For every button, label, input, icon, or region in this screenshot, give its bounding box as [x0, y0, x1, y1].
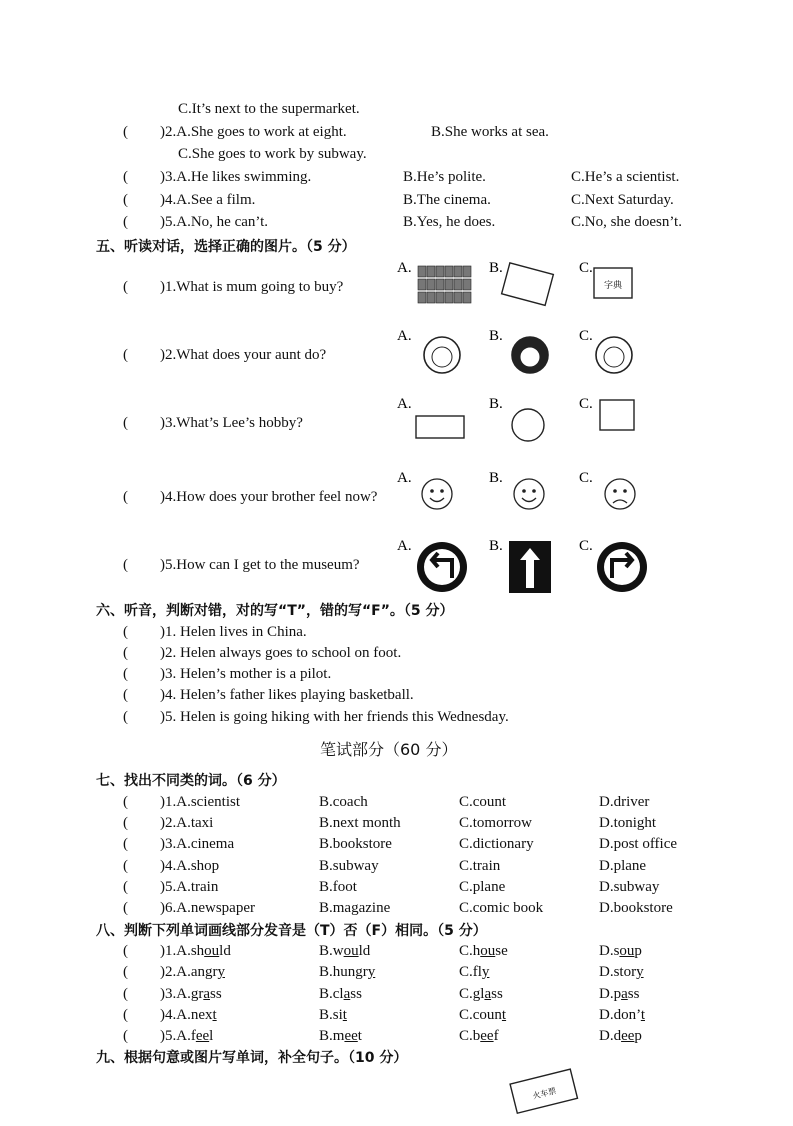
s7-option: D.tonight: [599, 815, 657, 831]
s7-option: B.foot: [319, 879, 357, 895]
paren: (: [123, 214, 128, 230]
painting-icon: [600, 400, 634, 430]
word-part: D.don’: [599, 1007, 641, 1023]
word-part: C.coun: [459, 1007, 502, 1023]
word-part: C.h: [459, 943, 481, 959]
paren: (: [123, 1007, 128, 1023]
underlined-part: ee: [195, 1028, 210, 1044]
magazine-icon: [463, 266, 471, 277]
s6-item: )1. Helen lives in China.: [160, 624, 307, 640]
underlined-part: a: [343, 986, 351, 1002]
pic-label: C.: [579, 538, 593, 554]
word-part: ss: [491, 986, 503, 1002]
paren: (: [123, 415, 128, 431]
paren: (: [123, 858, 128, 874]
s5-question: )5.How can I get to the museum?: [160, 557, 360, 573]
underlined-part: y: [636, 964, 644, 980]
s7-option: )6.A.newspaper: [160, 900, 255, 916]
paren: (: [123, 124, 128, 140]
underlined-part: a: [621, 986, 628, 1002]
pic-label: A.: [397, 396, 412, 412]
word-part: )4.A.nex: [160, 1007, 213, 1023]
s7-option: D.plane: [599, 858, 647, 874]
magazine-icon: [436, 279, 444, 290]
s4-opt-c: C.Next Saturday.: [571, 192, 674, 208]
word-part: p: [634, 1028, 642, 1044]
magazine-icon: [418, 266, 426, 277]
paren: (: [123, 279, 128, 295]
dancing-icon: [512, 409, 544, 441]
word-part: D.p: [599, 986, 622, 1002]
s6-item: )3. Helen’s mother is a pilot.: [160, 666, 332, 682]
magazine-icon: [454, 266, 462, 277]
underlined-part: ee: [621, 1028, 635, 1044]
paren: (: [123, 192, 128, 208]
dictionary-label: 字典: [603, 281, 623, 291]
s7-option: C.count: [459, 794, 507, 810]
pic-label: C.: [579, 260, 593, 276]
underlined-part: ee: [344, 1028, 358, 1044]
s4-opt-a: )5.A.No, he can’t.: [160, 214, 269, 230]
s6-item: )2. Helen always goes to school on foot.: [160, 645, 402, 661]
s8-title: 八、判断下列单词画线部分发音是（T）否（F）相同。（5 分）: [96, 923, 487, 939]
s4-opt-b: B.The cinema.: [403, 192, 491, 208]
paren: (: [123, 836, 128, 852]
paren: (: [123, 794, 128, 810]
word-part: ld: [219, 943, 231, 959]
word-part: p: [634, 943, 642, 959]
magazine-icon: [454, 279, 462, 290]
underlined-part: ou: [204, 943, 220, 959]
pic-label: A.: [397, 260, 412, 276]
magazine-icon: [436, 266, 444, 277]
underlined-part: a: [484, 986, 492, 1002]
s6-item: )4. Helen’s father likes playing basketball.: [160, 687, 414, 703]
underlined-part: ee: [480, 1028, 494, 1044]
pic-label: C.: [579, 396, 593, 412]
paren: (: [123, 687, 128, 703]
s4-opt-c: C.He’s a scientist.: [571, 169, 680, 185]
magazine-icon: [436, 292, 444, 303]
underlined-part: t: [342, 1007, 347, 1023]
s5-question: )3.What’s Lee’s hobby?: [160, 415, 303, 431]
happy-face-icon: [422, 479, 452, 509]
s4-opt-a: )4.A.See a film.: [160, 192, 256, 208]
word-part: t: [357, 1028, 362, 1044]
magazine-icon: [427, 292, 435, 303]
paren: (: [123, 900, 128, 916]
smile-face-icon: [514, 479, 544, 509]
q2-c: C.She goes to work by subway.: [178, 146, 367, 162]
word-part: C.b: [459, 1028, 481, 1044]
pic-label: B.: [489, 538, 503, 554]
q2-b: B.She works at sea.: [431, 124, 549, 140]
s7-option: B.coach: [319, 794, 368, 810]
written-title: 笔试部分（60 分）: [320, 740, 458, 759]
word-part: )1.A.sh: [160, 943, 205, 959]
s4-opt-b: B.Yes, he does.: [403, 214, 496, 230]
word-part: D.s: [599, 943, 620, 959]
s7-option: )4.A.shop: [160, 858, 220, 874]
s5-question: )1.What is mum going to buy?: [160, 279, 344, 295]
s6-item: )5. Helen is going hiking with her friends this Wednesday.: [160, 709, 509, 725]
word-part: B.cl: [319, 986, 344, 1002]
s7-option: D.post office: [599, 836, 678, 852]
word-part: ss: [350, 986, 362, 1002]
pic-label: A.: [397, 538, 412, 554]
pic-label: C.: [579, 328, 593, 344]
magazine-icon: [445, 266, 453, 277]
word-part: se: [495, 943, 508, 959]
s4-opt-b: B.He’s polite.: [403, 169, 486, 185]
s7-option: B.next month: [319, 815, 401, 831]
word-part: f: [493, 1028, 499, 1044]
s5-title: 五、听读对话，选择正确的图片。（5 分）: [96, 239, 356, 255]
pic-label: B.: [489, 328, 503, 344]
paren: (: [123, 645, 128, 661]
paren: (: [123, 347, 128, 363]
s5-question: )2.What does your aunt do?: [160, 347, 327, 363]
paren: (: [123, 169, 128, 185]
magazine-icon: [463, 279, 471, 290]
s4-opt-c: C.No, she doesn’t.: [571, 214, 682, 230]
magazine-icon: [445, 292, 453, 303]
word-part: ld: [358, 943, 371, 959]
newspaper-icon: [502, 263, 554, 306]
paren: (: [123, 943, 128, 959]
s4-tail: C.It’s next to the supermarket.: [178, 101, 360, 117]
underlined-part: ou: [480, 943, 496, 959]
word-part: ss: [627, 986, 640, 1002]
paren: (: [123, 489, 128, 505]
s7-option: )2.A.taxi: [160, 815, 214, 831]
paren: (: [123, 815, 128, 831]
underlined-part: y: [217, 964, 225, 980]
word-part: C.fl: [459, 964, 482, 980]
s9-title: 九、根据句意或图片写单词，补全句子。（10 分）: [96, 1050, 408, 1066]
underlined-part: t: [212, 1007, 217, 1023]
pic-label: B.: [489, 396, 503, 412]
word-part: B.hungr: [319, 964, 368, 980]
paren: (: [123, 986, 128, 1002]
paren: (: [123, 666, 128, 682]
word-part: l: [209, 1028, 214, 1044]
magazine-icon: [445, 279, 453, 290]
s4-opt-a: )3.A.He likes swimming.: [160, 169, 312, 185]
s7-option: D.driver: [599, 794, 650, 810]
underlined-part: t: [501, 1007, 507, 1023]
magazine-icon: [427, 279, 435, 290]
s7-option: )5.A.train: [160, 879, 219, 895]
underlined-part: y: [481, 964, 490, 980]
paren: (: [123, 879, 128, 895]
word-part: )5.A.f: [160, 1028, 196, 1044]
paren: (: [123, 557, 128, 573]
s5-question: )4.How does your brother feel now?: [160, 489, 378, 505]
word-part: )3.A.gr: [160, 986, 204, 1002]
ticket-text: 火车票: [531, 1086, 558, 1101]
word-part: C.gl: [459, 986, 485, 1002]
s7-option: C.train: [459, 858, 501, 874]
s7-option: )3.A.cinema: [160, 836, 235, 852]
pic-label: C.: [579, 470, 593, 486]
s7-option: )1.A.scientist: [160, 794, 240, 810]
s7-option: B.subway: [319, 858, 379, 874]
pic-label: B.: [489, 260, 503, 276]
magazine-icon: [418, 292, 426, 303]
underlined-part: a: [203, 986, 210, 1002]
word-part: D.stor: [599, 964, 637, 980]
word-part: B.si: [319, 1007, 343, 1023]
s7-option: D.bookstore: [599, 900, 673, 916]
sad-face-icon: [605, 479, 635, 509]
word-part: D.d: [599, 1028, 622, 1044]
s7-option: B.magazine: [319, 900, 391, 916]
s7-option: C.comic book: [459, 900, 544, 916]
s7-title: 七、找出不同类的词。（6 分）: [96, 773, 286, 789]
paren: (: [123, 964, 128, 980]
magazine-icon: [463, 292, 471, 303]
word-part: )2.A.angr: [160, 964, 218, 980]
paren: (: [123, 709, 128, 725]
word-part: B.m: [319, 1028, 345, 1044]
pic-label: B.: [489, 470, 503, 486]
s7-option: D.subway: [599, 879, 660, 895]
underlined-part: ou: [619, 943, 635, 959]
underlined-part: y: [367, 964, 376, 980]
s7-option: C.tomorrow: [459, 815, 532, 831]
paren: (: [123, 624, 128, 640]
magazine-icon: [427, 266, 435, 277]
sleeping-icon: [416, 416, 464, 438]
underlined-part: ou: [343, 943, 359, 959]
word-part: ss: [210, 986, 222, 1002]
s7-option: C.plane: [459, 879, 506, 895]
pic-label: A.: [397, 470, 412, 486]
pic-label: A.: [397, 328, 412, 344]
s7-option: B.bookstore: [319, 836, 392, 852]
underlined-part: t: [640, 1007, 645, 1023]
word-part: B.w: [319, 943, 344, 959]
s7-option: C.dictionary: [459, 836, 534, 852]
magazine-icon: [418, 279, 426, 290]
paren: (: [123, 1028, 128, 1044]
s6-title: 六、听音，判断对错，对的写“T”，错的写“F”。（5 分）: [96, 603, 454, 619]
magazine-icon: [454, 292, 462, 303]
q2-a: )2.A.She goes to work at eight.: [160, 124, 347, 140]
